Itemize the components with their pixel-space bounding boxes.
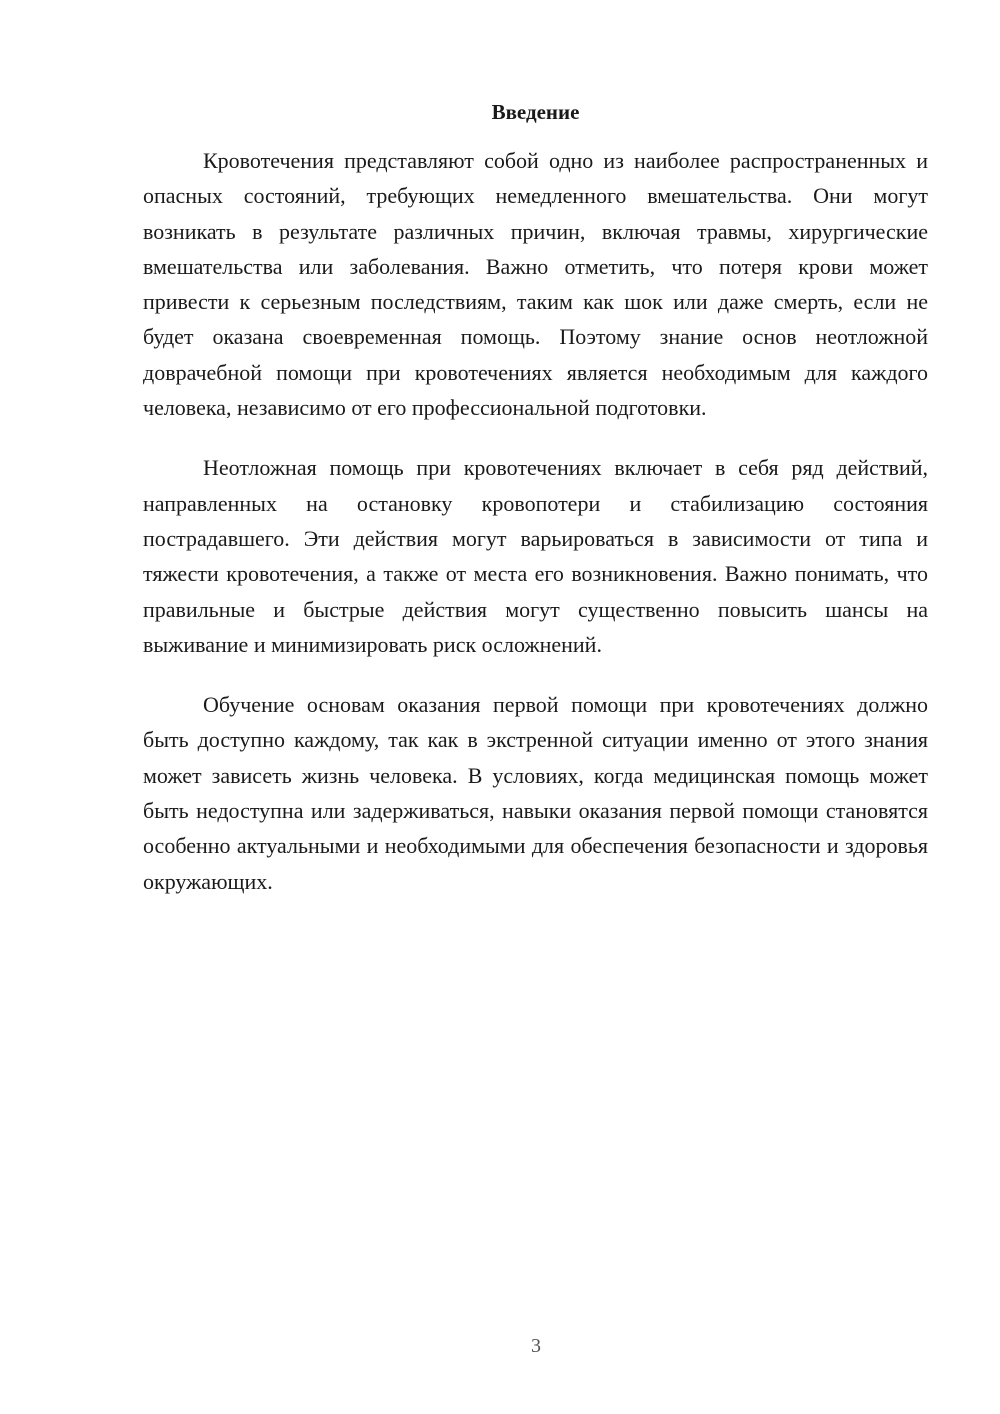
section-heading: Введение	[491, 100, 580, 124]
page-number: 3	[531, 1335, 541, 1357]
paragraph-2: Неотложная помощь при кровотечениях включает в себя ряд действий, направленных на остановку кровопотери и стабилизацию состояния пострадавшего. Эти действия могут варьироваться в зависимости от типа и тяжести кровотечения, а также от места его возникновения. Важно понимать, что правильные и быстрые действия могут существенно повысить шансы на выживание и минимизировать риск осложнений.	[143, 455, 928, 657]
document-body	[143, 143, 928, 924]
paragraph-1: Кровотечения представляют собой одно из наиболее распространенных и опасных состояний, требующих немедленного вмешательства. Они могут возникать в результате различных причин, включая травмы, хирургические вмешательства или заболевания. Важно отметить, что потеря крови может привести к серьезным последствиям, таким как шок или даже смерть, если не будет оказана своевременная помощь. Поэтому знание основ неотложной доврачебной помощи при кровотечениях является необходимым для каждого человека, независимо от его профессиональной подготовки.	[143, 148, 928, 421]
paragraph-3: Обучение основам оказания первой помощи при кровотечениях должно быть доступно каждому, так как в экстренной ситуации именно от этого знания может зависеть жизнь человека. В условиях, когда медицинская помощь может быть недоступна или задерживаться, навыки оказания первой помощи становятся особенно актуальными и необходимыми для обеспечения безопасности и здоровья окружающих.	[143, 692, 928, 894]
